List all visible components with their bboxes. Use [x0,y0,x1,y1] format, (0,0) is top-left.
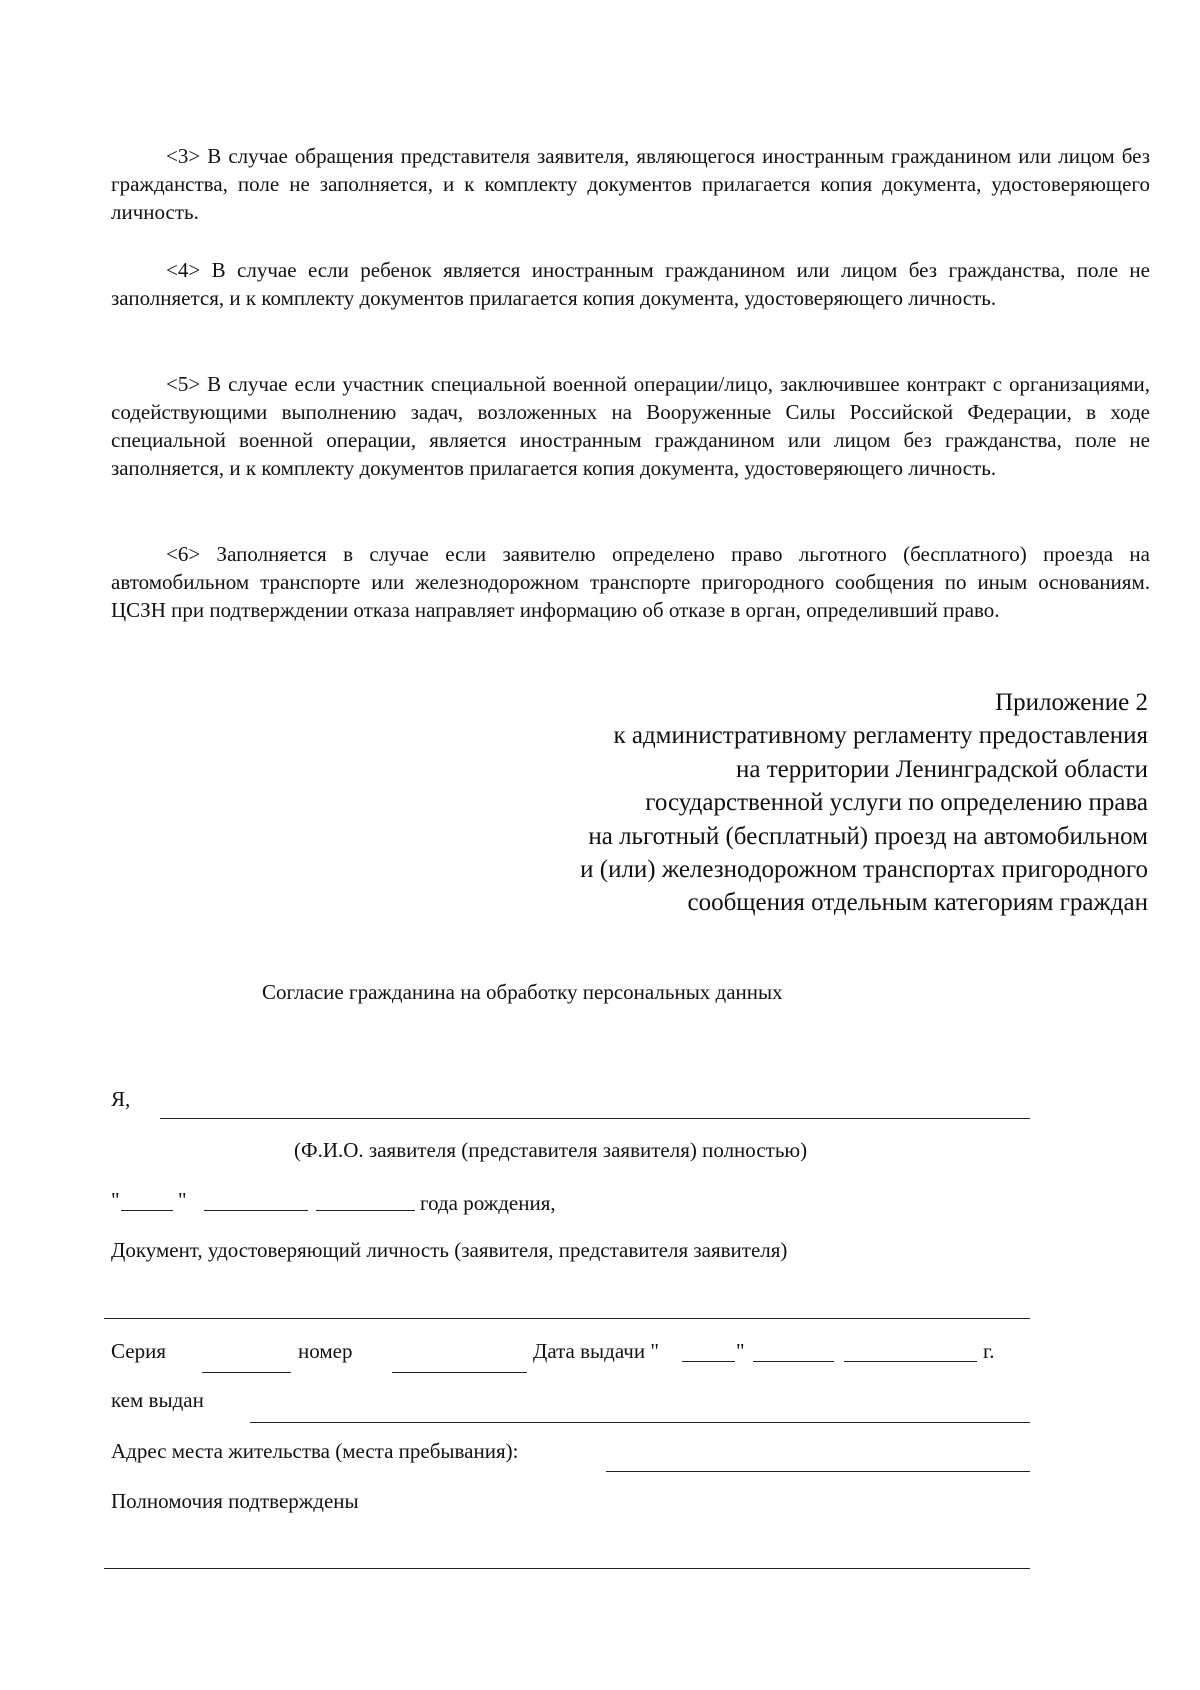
footnote-5-text: <5> В случае если участник специальной военной операции/лицо, заключившее контракт с организациями, содействующими выполнению задач, возложенных на Вооруженные Силы Российской Федерации, в ходе специальной военной операции, является иностранным гражданином или лицом без гражданства, поле не заполняется, и к комплекту документов прилагается копия документа, удостоверяющего личность. [111,372,1150,480]
footnote-3 [111,142,1150,226]
address-label: Адрес места жительства (места пребывания): [111,1439,519,1463]
appendix-line: и (или) железнодорожном транспортах пригородного [580,856,1148,884]
authority-field-line[interactable] [104,1568,1030,1569]
appendix-line: на территории Ленинградской области [736,755,1148,783]
birth-month-field-line[interactable] [204,1210,308,1211]
number-label: номер [298,1339,353,1363]
appendix-line: на льготный (бесплатный) проезд на автомобильном [588,822,1148,850]
footnote-6-text: <6> Заполняется в случае если заявителю определено право льготного (бесплатного) проезда на автомобильном транспорте или железнодорожном транспорте пригородного сообщения по иным основаниям. ЦСЗН при подтверждении отказа направляет информацию об отказе в орган, определивший право. [111,542,1150,622]
issue-year-field-line[interactable] [844,1361,977,1362]
issue-quote-close: " [736,1339,745,1363]
birth-quote-close: " [178,1188,187,1212]
form-title: Согласие гражданина на обработку персональных данных [262,980,783,1004]
id-doc-field-line[interactable] [104,1318,1030,1319]
footnote-5 [111,370,1150,482]
id-doc-label: Документ, удостоверяющий личность (заявителя, представителя заявителя) [111,1238,788,1262]
issued-by-field-line[interactable] [250,1422,1030,1423]
birth-quote-open: " [111,1188,120,1212]
i-label: Я, [111,1087,131,1111]
appendix-line: сообщения отдельным категориям граждан [687,889,1148,917]
fio-caption: (Ф.И.О. заявителя (представителя заявителя) полностью) [294,1138,808,1162]
footnote-4 [111,256,1150,312]
series-field-line[interactable] [202,1372,291,1373]
appendix-header [580,686,1148,920]
footnote-6 [111,540,1150,624]
appendix-line: Приложение 2 [995,689,1148,716]
year-suffix: г. [983,1339,995,1363]
birth-day-field-line[interactable] [121,1210,173,1211]
appendix-line: к административному регламенту предоставления [613,722,1148,750]
issue-day-field-line[interactable] [682,1361,735,1362]
birth-year-field-line[interactable] [316,1210,415,1211]
authority-label: Полномочия подтверждены [111,1489,359,1513]
footnote-3-text: <3> В случае обращения представителя заявителя, являющегося иностранным гражданином или лицом без гражданства, поле не заполняется, и к комплекту документов прилагается копия документа, удостоверяющего личность. [111,144,1150,224]
issue-month-field-line[interactable] [753,1361,834,1362]
footnote-4-text: <4> В случае если ребенок является иностранным гражданином или лицом без гражданства, поле не заполняется, и к комплекту документов прилагается копия документа, удостоверяющего личность. [111,258,1150,310]
number-field-line[interactable] [392,1372,527,1373]
issued-by-label: кем выдан [111,1388,204,1412]
fio-field-line[interactable] [160,1118,1030,1119]
issue-date-label: Дата выдачи " [533,1339,659,1363]
appendix-line: государственной услуги по определению права [645,789,1148,817]
series-label: Серия [111,1339,166,1363]
birth-suffix: года рождения, [420,1191,556,1215]
address-field-line[interactable] [606,1471,1030,1472]
